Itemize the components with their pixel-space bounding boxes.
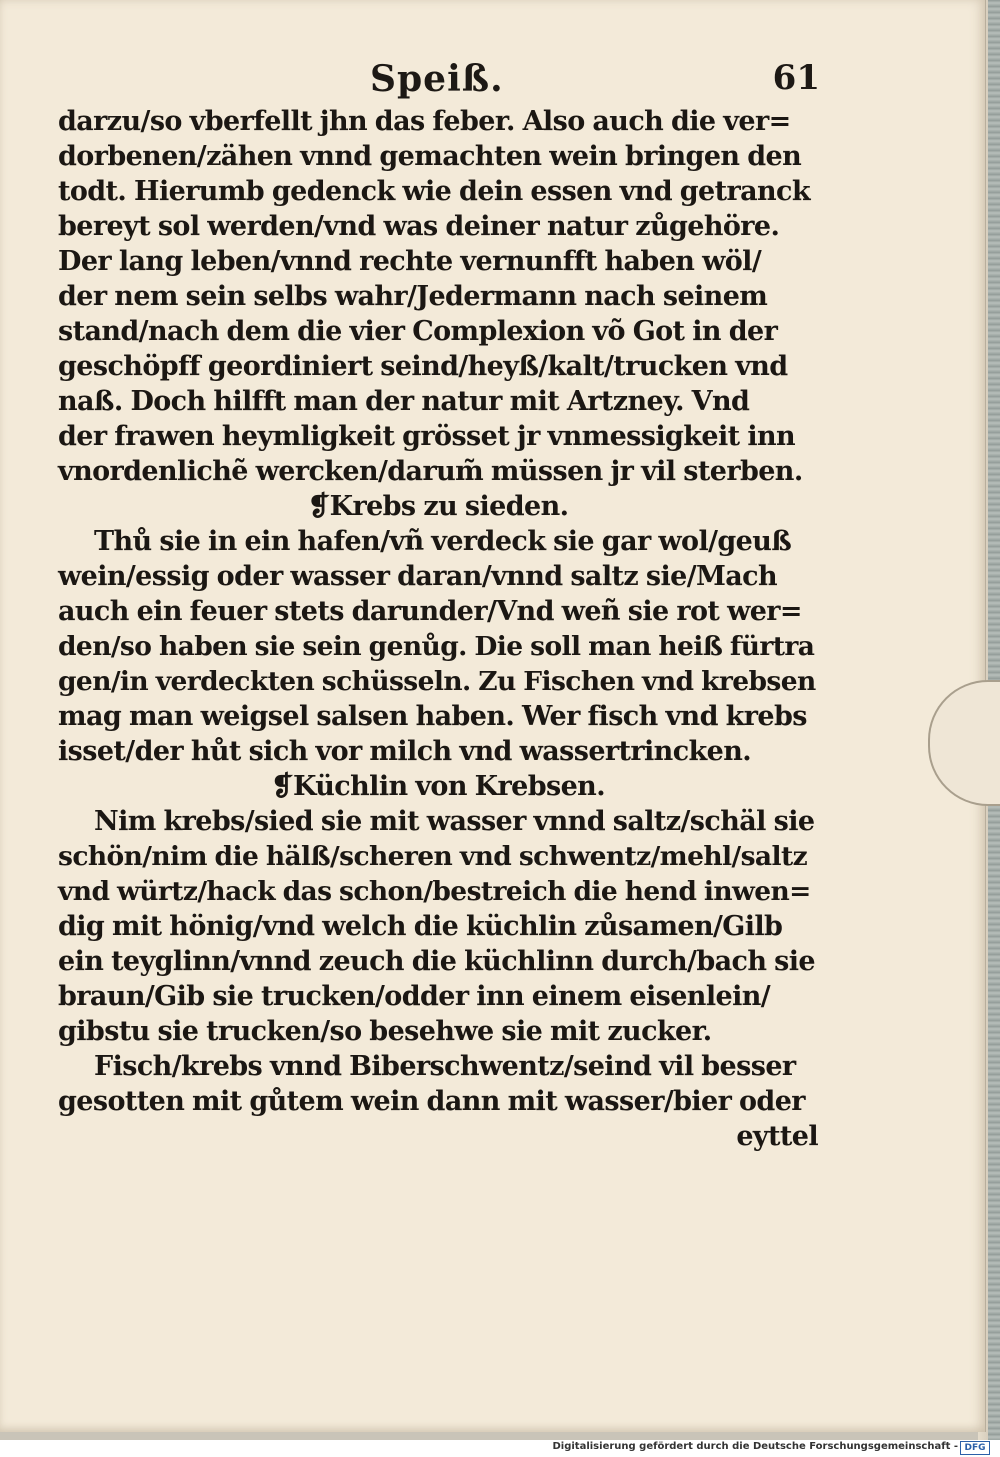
body-paragraph bbox=[58, 104, 818, 489]
text-line: Thů sie in ein hafen/vñ verdeck sie gar wol/geuß bbox=[94, 526, 792, 557]
dfg-logo: DFG bbox=[960, 1441, 990, 1455]
text-line: stand/nach dem die vier Complexion võ Got in der bbox=[58, 316, 778, 347]
text-line: Fisch/krebs vnnd Biberschwentz/seind vil besser bbox=[94, 1051, 796, 1082]
text-line: Nim krebs/sied sie mit wasser vnnd saltz/schäl sie bbox=[94, 806, 815, 837]
text-line: gen/in verdeckten schüsseln. Zu Fischen vnd krebsen bbox=[58, 666, 816, 697]
text-line: gesotten mit gůtem wein dann mit wasser/bier oder bbox=[58, 1086, 805, 1117]
text-line: wein/essig oder wasser daran/vnnd saltz sie/Mach bbox=[58, 561, 778, 592]
text-line: darzu/so vberfellt jhn das feber. Also auch die ver= bbox=[58, 106, 791, 137]
text-line: vnd würtz/hack das schon/bestreich die hend inwen= bbox=[58, 876, 811, 907]
text-line: auch ein feuer stets darunder/Vnd weñ sie rot wer= bbox=[58, 596, 802, 627]
section-kuechlin bbox=[58, 769, 818, 1049]
text-line: todt. Hierumb gedenck wie dein essen vnd getranck bbox=[58, 176, 811, 207]
text-line: isset/der hůt sich vor milch vnd wassertrincken. bbox=[58, 736, 752, 767]
page-number: 61 bbox=[772, 58, 820, 98]
page-header bbox=[60, 58, 820, 104]
text-line: geschöpff geordiniert seind/heyß/kalt/trucken vnd bbox=[58, 351, 788, 382]
text-line: ein teyglinn/vnnd zeuch die küchlinn durch/bach sie bbox=[58, 946, 816, 977]
digitization-credit: Digitalisierung gefördert durch die Deutsche Forschungsgemeinschaft - bbox=[552, 1441, 958, 1452]
running-title: Speiß. bbox=[370, 58, 504, 100]
section-heading: ❡Krebs zu sieden. bbox=[307, 491, 569, 522]
text-line: den/so haben sie sein genůg. Die soll man heiß fürtra bbox=[58, 631, 815, 662]
page-text bbox=[58, 104, 818, 1154]
text-line: naß. Doch hilfft man der natur mit Artzney. Vnd bbox=[58, 386, 750, 417]
text-line: braun/Gib sie trucken/odder inn einem eisenlein/ bbox=[58, 981, 771, 1012]
text-line: Der lang leben/vnnd rechte vernunfft haben wöl/ bbox=[58, 246, 762, 277]
text-line: mag man weigsel salsen haben. Wer fisch vnd krebs bbox=[58, 701, 807, 732]
text-line: bereyt sol werden/vnd was deiner natur zůgehöre. bbox=[58, 211, 780, 242]
text-line: gibstu sie trucken/so besehwe sie mit zucker. bbox=[58, 1016, 712, 1047]
section-heading: ❡Küchlin von Krebsen. bbox=[270, 771, 606, 802]
catchword: eyttel bbox=[736, 1121, 818, 1152]
text-line: der nem sein selbs wahr/Jedermann nach seinem bbox=[58, 281, 768, 312]
closing-paragraph bbox=[58, 1049, 818, 1119]
text-line: der frawen heymligkeit grösset jr vnmessigkeit inn bbox=[58, 421, 796, 452]
text-line: vnordenlichẽ wercken/darum̃ müssen jr vil sterben. bbox=[58, 456, 803, 487]
text-line: dig mit hönig/vnd welch die küchlin zůsamen/Gilb bbox=[58, 911, 783, 942]
text-line: dorbenen/zähen vnnd gemachten wein bringen den bbox=[58, 141, 802, 172]
text-line: schön/nim die hälß/scheren vnd schwentz/mehl/saltz bbox=[58, 841, 808, 872]
section-krebs-sieden bbox=[58, 489, 818, 769]
